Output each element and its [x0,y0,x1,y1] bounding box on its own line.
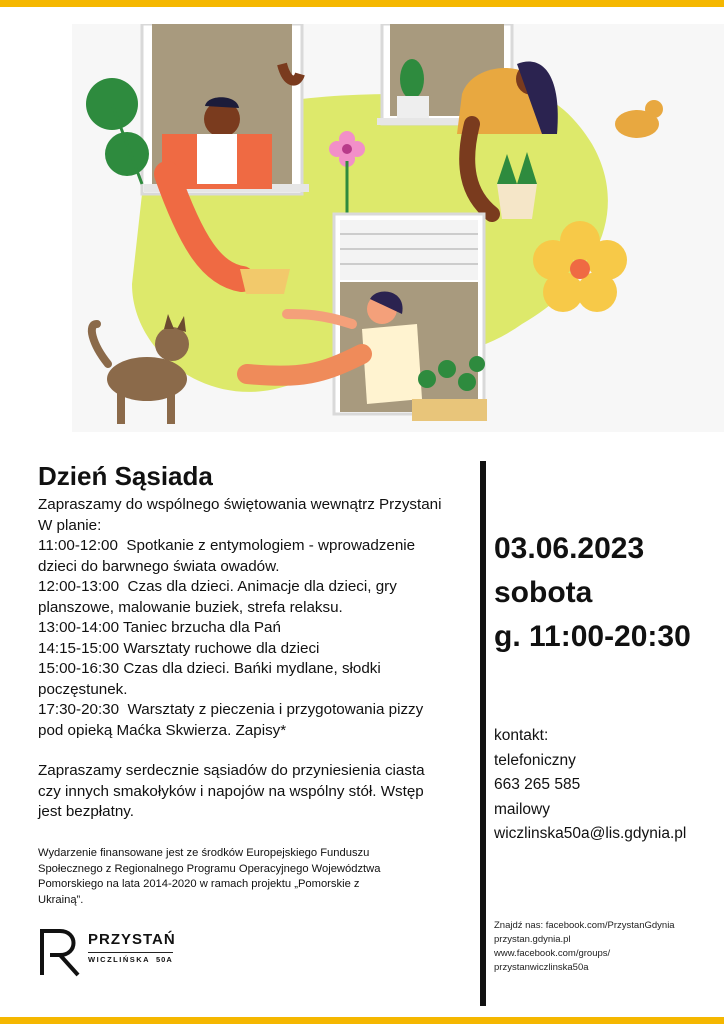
logo-divider [88,952,173,953]
event-details [38,461,462,823]
przystan-logo [38,925,178,977]
plan-label: W planie: [38,516,102,534]
event-when [494,527,719,659]
schedule-desc: Warsztaty ruchowe dla dzieci [123,639,320,657]
event-date: 03.06.2023 [494,532,645,565]
logo-name: PRZYSTAŃ [88,931,176,948]
schedule-desc: dzieci do barwnego świata owadów. [38,557,280,575]
event-day: sobota [494,576,593,609]
contact-block [494,724,686,847]
top-accent-bar [0,0,724,7]
hero-illustration [72,24,724,432]
schedule-time: 12:00-13:00 [38,578,120,595]
schedule-desc: Czas dla dzieci. Animacje dla dzieci, gry [127,578,397,595]
find-us-line[interactable]: www.facebook.com/groups/ [494,948,611,959]
schedule-desc: Warsztaty z pieczenia i przygotowania pizzy [127,701,424,718]
schedule-desc: Taniec brzucha dla Pań [123,619,281,636]
event-hours: g. 11:00-20:30 [494,620,691,653]
schedule-desc: Czas dla dzieci. Bańki mydlane, słodki [123,660,381,677]
schedule-item [38,659,462,700]
bottom-accent-bar [0,1017,724,1024]
schedule-desc: pod opieką Maćka Skwierza. Zapisy* [38,721,287,739]
vertical-divider [480,461,486,1006]
logo-street: WICZLIŃSKA [88,955,151,964]
logo-mark-icon [38,927,82,977]
phone-number[interactable]: 663 265 585 [494,776,581,793]
find-us-block [494,919,675,975]
funding-note: Wydarzenie finansowane jest ze środków Europejskiego Funduszu Społecznego z Regionalnego Programu Operacyjnego Województwa Pomorskiego na lata 2014-2020 w ramach projektu „Pomorskie z Ukrainą”. [38,847,381,906]
find-us-line[interactable]: przystan.gdynia.pl [494,934,571,945]
find-us-line[interactable]: Znajdź nas: facebook.com/PrzystanGdynia [494,920,675,931]
schedule-time: 15:00-16:30 [38,660,120,677]
schedule-item [38,577,462,618]
find-us-line[interactable]: przystanwiczlinska50a [494,962,589,973]
schedule-time: 13:00-14:00 [38,619,120,636]
neighbours-illustration [72,24,724,432]
schedule-desc: poczęstunek. [38,680,128,698]
invite-text: Zapraszamy serdecznie sąsiadów do przyniesienia ciasta czy innych smakołyków i napojów na wspólny stół. Wstęp jest bezpłatny. [38,762,425,820]
mail-label: mailowy [494,800,550,818]
schedule-item [38,618,462,639]
logo-number: 50A [156,955,173,964]
schedule-item [38,639,462,660]
phone-label: telefoniczny [494,751,576,769]
schedule-item [38,700,462,741]
schedule-time: 14:15-15:00 [38,639,120,657]
schedule-desc: planszowe, malowanie buziek, strefa relaksu. [38,598,343,616]
schedule-time: 17:30-20:30 [38,701,120,718]
intro-text: Zapraszamy do wspólnego świętowania wewnątrz Przystani [38,496,442,513]
schedule-item [38,536,462,577]
schedule-time: 11:00-12:00 [38,537,118,554]
email-address[interactable]: wiczlinska50a@lis.gdynia.pl [494,825,687,842]
event-title: Dzień Sąsiada [38,461,213,491]
contact-label: kontakt: [494,727,549,744]
schedule-desc: Spotkanie z entymologiem - wprowadzenie [126,537,416,554]
